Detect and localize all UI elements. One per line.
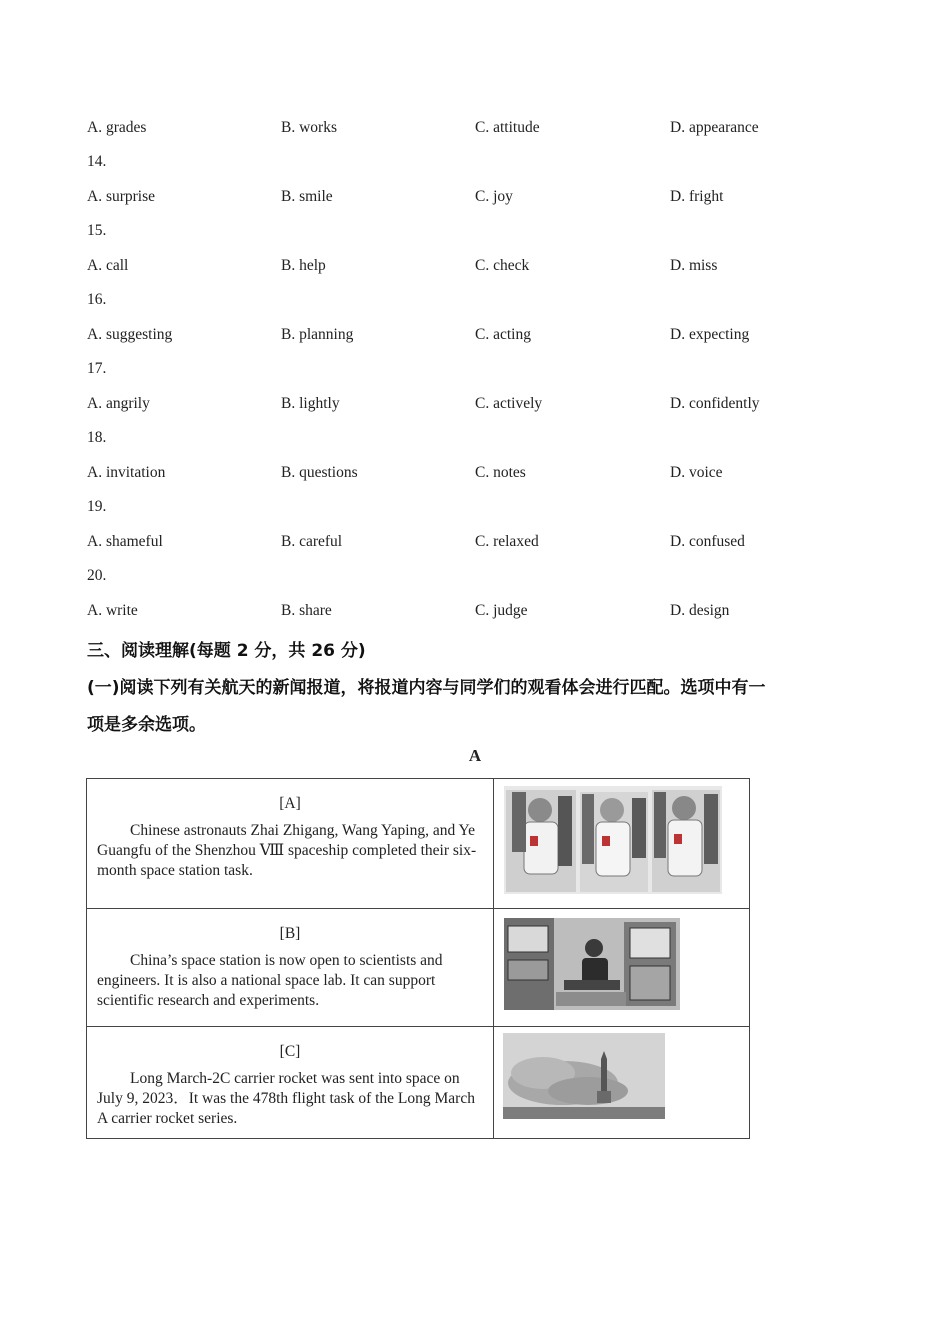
option-d: D. appearance [670,119,759,136]
option-d: D. confused [670,533,745,550]
option-b: B. help [281,257,326,274]
astronaut-1 [506,790,576,892]
question-number-18: 18. [87,429,107,446]
news-text-cell [87,779,494,909]
news-tag: [A] [279,795,301,812]
option-a: A. call [87,257,129,274]
option-c: C. actively [475,395,543,412]
option-d: D. fright [670,188,724,205]
option-b: B. smile [281,188,333,205]
option-d: D. design [670,602,730,619]
news-photo-cell [494,1027,750,1139]
rocket-launch-photo [503,1033,665,1119]
option-a: A. suggesting [87,326,173,343]
option-a: A. surprise [87,188,156,205]
option-c: C. judge [475,602,528,619]
astronaut-2 [580,792,648,892]
option-b: B. planning [281,326,354,343]
options-row-15 [87,257,887,279]
option-b: B. questions [281,464,358,481]
news-tag: [B] [279,925,301,942]
options-row-18 [87,464,887,486]
news-paragraph: Chinese astronauts Zhai Zhigang, Wang Yaping, and Ye Guangfu of the Shenzhou Ⅷ spaceship completed their six- month space station task. [97,822,477,879]
instruction-line-2: 项是多余选项。 [87,715,206,735]
options-row-16 [87,326,887,348]
astronaut-3 [652,790,720,892]
options-row-17 [87,395,887,417]
option-a: A. write [87,602,138,619]
news-text-cell [87,909,494,1027]
part-label: A [468,746,482,765]
options-row-13 [87,119,887,141]
option-c: C. check [475,257,530,274]
option-b: B. careful [281,533,343,550]
question-number-19: 19. [87,498,107,515]
options-row-19 [87,533,887,555]
news-table [86,778,750,1139]
options-row-14 [87,188,887,210]
news-row-a [87,779,750,909]
option-a: A. grades [87,119,147,136]
news-text-cell [87,1027,494,1139]
news-tag: [C] [279,1043,301,1060]
news-photo-cell [494,779,750,909]
option-d: D. confidently [670,395,760,412]
section-heading: 三、阅读理解(每题 2 分，共 26 分) [87,641,366,661]
news-paragraph: Long March-2C carrier rocket was sent into space on July 9, 2023．It was the 478th flight task of the Long March A carrier rocket series. [97,1070,475,1127]
news-photo-cell [494,909,750,1027]
option-a: A. invitation [87,464,166,481]
news-paragraph: China’s space station is now open to scientists and engineers. It is also a national space lab. It can support scientific research and experiments. [97,952,443,1009]
option-c: C. notes [475,464,526,481]
option-b: B. works [281,119,337,136]
question-number-15: 15. [87,222,107,239]
question-number-14: 14. [87,153,107,170]
option-c: C. acting [475,326,531,343]
news-row-b [87,909,750,1027]
option-d: D. voice [670,464,723,481]
question-number-16: 16. [87,291,107,308]
option-d: D. expecting [670,326,750,343]
option-a: A. angrily [87,395,150,412]
space-lab-photo [504,918,680,1010]
option-d: D. miss [670,257,718,274]
instruction-line-1: (一)阅读下列有关航天的新闻报道，将报道内容与同学们的观看体会进行匹配。选项中有一 [87,678,766,698]
option-c: C. relaxed [475,533,539,550]
option-c: C. joy [475,188,513,205]
news-row-c [87,1027,750,1139]
astronauts-photo [504,786,722,894]
question-number-17: 17. [87,360,107,377]
option-b: B. lightly [281,395,340,412]
option-b: B. share [281,602,332,619]
question-number-20: 20. [87,567,107,584]
option-c: C. attitude [475,119,540,136]
option-a: A. shameful [87,533,163,550]
options-row-20 [87,602,887,624]
